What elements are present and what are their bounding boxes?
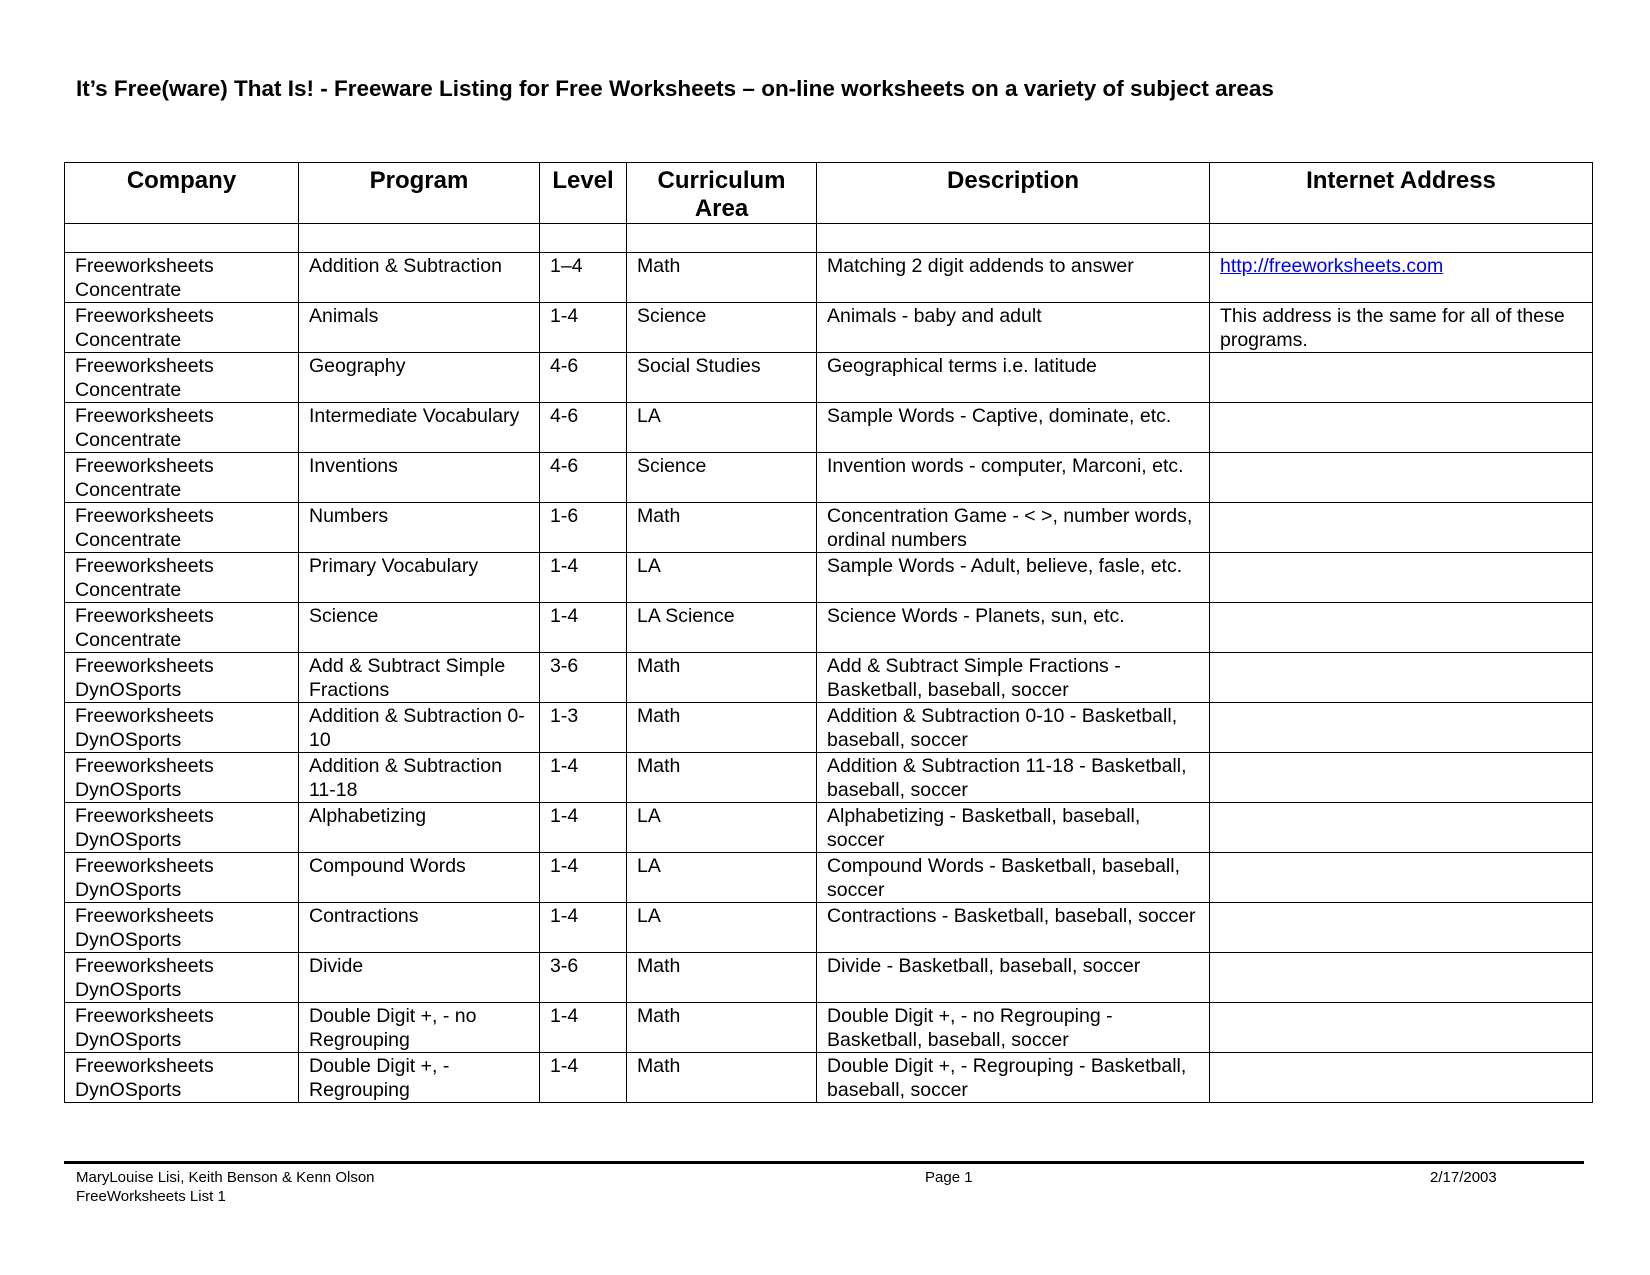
- program-cell: Geography: [299, 353, 540, 403]
- internet-address-cell: [1210, 753, 1593, 803]
- program-cell: Inventions: [299, 453, 540, 503]
- footer-page-number: Page 1: [925, 1169, 973, 1186]
- table-row: [65, 253, 1593, 303]
- curriculum-area-cell: Math: [627, 1003, 817, 1053]
- internet-address-cell: [1210, 953, 1593, 1003]
- table-row: [65, 303, 1593, 353]
- program-cell: Compound Words: [299, 853, 540, 903]
- blank-cell: [540, 224, 627, 253]
- footer-authors: MaryLouise Lisi, Keith Benson & Kenn Olson: [76, 1169, 375, 1186]
- curriculum-area-cell: Math: [627, 1053, 817, 1103]
- footer-list-name: FreeWorksheets List 1: [76, 1188, 226, 1205]
- footer-divider: [64, 1161, 1584, 1164]
- program-cell: Addition & Subtraction 11-18: [299, 753, 540, 803]
- curriculum-area-cell: Math: [627, 703, 817, 753]
- description-cell: Addition & Subtraction 11-18 - Basketball, baseball, soccer: [817, 753, 1210, 803]
- description-cell: Add & Subtract Simple Fractions - Basketball, baseball, soccer: [817, 653, 1210, 703]
- internet-address-cell: [1210, 603, 1593, 653]
- curriculum-area-cell: Science: [627, 303, 817, 353]
- level-cell: 1-4: [540, 303, 627, 353]
- table-row: [65, 603, 1593, 653]
- level-cell: 1-3: [540, 703, 627, 753]
- curriculum-area-cell: LA Science: [627, 603, 817, 653]
- table-row: [65, 353, 1593, 403]
- internet-address-cell: [1210, 853, 1593, 903]
- program-cell: Numbers: [299, 503, 540, 553]
- table-row: [65, 703, 1593, 753]
- company-cell: Freeworksheets Concentrate: [65, 503, 299, 553]
- description-cell: Sample Words - Captive, dominate, etc.: [817, 403, 1210, 453]
- column-header-program: Program: [299, 163, 540, 224]
- company-cell: Freeworksheets DynOSports: [65, 753, 299, 803]
- blank-row: [65, 224, 1593, 253]
- curriculum-area-cell: Math: [627, 653, 817, 703]
- internet-address-cell: [1210, 453, 1593, 503]
- freeware-table: [64, 162, 1593, 1103]
- blank-cell: [817, 224, 1210, 253]
- level-cell: 1-4: [540, 903, 627, 953]
- company-cell: Freeworksheets Concentrate: [65, 353, 299, 403]
- program-cell: Intermediate Vocabulary: [299, 403, 540, 453]
- blank-cell: [627, 224, 817, 253]
- blank-cell: [65, 224, 299, 253]
- level-cell: 4-6: [540, 403, 627, 453]
- table-header-row: [65, 163, 1593, 224]
- internet-address-cell: [1210, 803, 1593, 853]
- internet-address-cell: [1210, 1053, 1593, 1103]
- table-row: [65, 653, 1593, 703]
- program-cell: Double Digit +, - no Regrouping: [299, 1003, 540, 1053]
- blank-cell: [1210, 224, 1593, 253]
- program-cell: Divide: [299, 953, 540, 1003]
- company-cell: Freeworksheets Concentrate: [65, 403, 299, 453]
- internet-address-cell[interactable]: [1210, 253, 1593, 303]
- company-cell: Freeworksheets Concentrate: [65, 453, 299, 503]
- curriculum-area-cell: Math: [627, 753, 817, 803]
- description-cell: Addition & Subtraction 0-10 - Basketball, baseball, soccer: [817, 703, 1210, 753]
- level-cell: 1-4: [540, 1003, 627, 1053]
- company-cell: Freeworksheets Concentrate: [65, 553, 299, 603]
- program-cell: Animals: [299, 303, 540, 353]
- column-header-level: Level: [540, 163, 627, 224]
- table-row: [65, 403, 1593, 453]
- description-cell: Geographical terms i.e. latitude: [817, 353, 1210, 403]
- level-cell: 1-4: [540, 753, 627, 803]
- level-cell: 3-6: [540, 653, 627, 703]
- level-cell: 1-4: [540, 553, 627, 603]
- internet-address-cell: [1210, 553, 1593, 603]
- table-row: [65, 503, 1593, 553]
- company-cell: Freeworksheets DynOSports: [65, 1053, 299, 1103]
- table-row: [65, 803, 1593, 853]
- curriculum-area-cell: LA: [627, 903, 817, 953]
- company-cell: Freeworksheets DynOSports: [65, 653, 299, 703]
- table-row: [65, 1003, 1593, 1053]
- curriculum-area-cell: Math: [627, 953, 817, 1003]
- level-cell: 1-4: [540, 853, 627, 903]
- company-cell: Freeworksheets DynOSports: [65, 853, 299, 903]
- page-title: It’s Free(ware) That Is! - Freeware Listing for Free Worksheets – on-line worksheets on a variety of subject areas: [76, 76, 1274, 101]
- company-cell: Freeworksheets DynOSports: [65, 953, 299, 1003]
- company-cell: Freeworksheets Concentrate: [65, 303, 299, 353]
- curriculum-area-cell: LA: [627, 553, 817, 603]
- table-row: [65, 553, 1593, 603]
- description-cell: Alphabetizing - Basketball, baseball, soccer: [817, 803, 1210, 853]
- program-cell: Add & Subtract Simple Fractions: [299, 653, 540, 703]
- description-cell: Double Digit +, - no Regrouping - Basketball, baseball, soccer: [817, 1003, 1210, 1053]
- table-row: [65, 453, 1593, 503]
- company-cell: Freeworksheets DynOSports: [65, 703, 299, 753]
- description-cell: Matching 2 digit addends to answer: [817, 253, 1210, 303]
- column-header-company: Company: [65, 163, 299, 224]
- description-cell: Invention words - computer, Marconi, etc.: [817, 453, 1210, 503]
- company-cell: Freeworksheets DynOSports: [65, 803, 299, 853]
- table-row: [65, 953, 1593, 1003]
- program-cell: Alphabetizing: [299, 803, 540, 853]
- company-cell: Freeworksheets DynOSports: [65, 1003, 299, 1053]
- description-cell: Animals - baby and adult: [817, 303, 1210, 353]
- curriculum-area-cell: Social Studies: [627, 353, 817, 403]
- internet-address-cell: This address is the same for all of these programs.: [1210, 303, 1593, 353]
- internet-address-cell: [1210, 1003, 1593, 1053]
- curriculum-area-cell: LA: [627, 403, 817, 453]
- program-cell: Addition & Subtraction 0-10: [299, 703, 540, 753]
- description-cell: Divide - Basketball, baseball, soccer: [817, 953, 1210, 1003]
- curriculum-area-cell: Math: [627, 503, 817, 553]
- table-row: [65, 903, 1593, 953]
- footer-date: 2/17/2003: [1430, 1169, 1497, 1186]
- program-cell: Primary Vocabulary: [299, 553, 540, 603]
- program-cell: Contractions: [299, 903, 540, 953]
- internet-address-cell: [1210, 353, 1593, 403]
- level-cell: 1-4: [540, 1053, 627, 1103]
- table-row: [65, 1053, 1593, 1103]
- level-cell: 4-6: [540, 353, 627, 403]
- internet-address-cell: [1210, 503, 1593, 553]
- internet-address-cell: [1210, 403, 1593, 453]
- internet-address-cell: [1210, 653, 1593, 703]
- internet-address-cell: [1210, 903, 1593, 953]
- level-cell: 1–4: [540, 253, 627, 303]
- level-cell: 4-6: [540, 453, 627, 503]
- freeworksheets-link[interactable]: http://freeworksheets.com: [1220, 255, 1444, 277]
- description-cell: Contractions - Basketball, baseball, soccer: [817, 903, 1210, 953]
- program-cell: Addition & Subtraction: [299, 253, 540, 303]
- description-cell: Science Words - Planets, sun, etc.: [817, 603, 1210, 653]
- blank-cell: [299, 224, 540, 253]
- description-cell: Concentration Game - < >, number words, ordinal numbers: [817, 503, 1210, 553]
- program-cell: Double Digit +, - Regrouping: [299, 1053, 540, 1103]
- curriculum-area-cell: Science: [627, 453, 817, 503]
- company-cell: Freeworksheets Concentrate: [65, 603, 299, 653]
- company-cell: Freeworksheets Concentrate: [65, 253, 299, 303]
- level-cell: 1-4: [540, 803, 627, 853]
- curriculum-area-cell: LA: [627, 803, 817, 853]
- level-cell: 3-6: [540, 953, 627, 1003]
- description-cell: Double Digit +, - Regrouping - Basketball, baseball, soccer: [817, 1053, 1210, 1103]
- table-row: [65, 753, 1593, 803]
- internet-address-cell: [1210, 703, 1593, 753]
- level-cell: 1-6: [540, 503, 627, 553]
- curriculum-area-cell: Math: [627, 253, 817, 303]
- curriculum-area-cell: LA: [627, 853, 817, 903]
- description-cell: Sample Words - Adult, believe, fasle, etc.: [817, 553, 1210, 603]
- column-header-description: Description: [817, 163, 1210, 224]
- column-header-curriculum-area: Curriculum Area: [627, 163, 817, 224]
- level-cell: 1-4: [540, 603, 627, 653]
- description-cell: Compound Words - Basketball, baseball, soccer: [817, 853, 1210, 903]
- company-cell: Freeworksheets DynOSports: [65, 903, 299, 953]
- program-cell: Science: [299, 603, 540, 653]
- table-row: [65, 853, 1593, 903]
- column-header-internet-address: Internet Address: [1210, 163, 1593, 224]
